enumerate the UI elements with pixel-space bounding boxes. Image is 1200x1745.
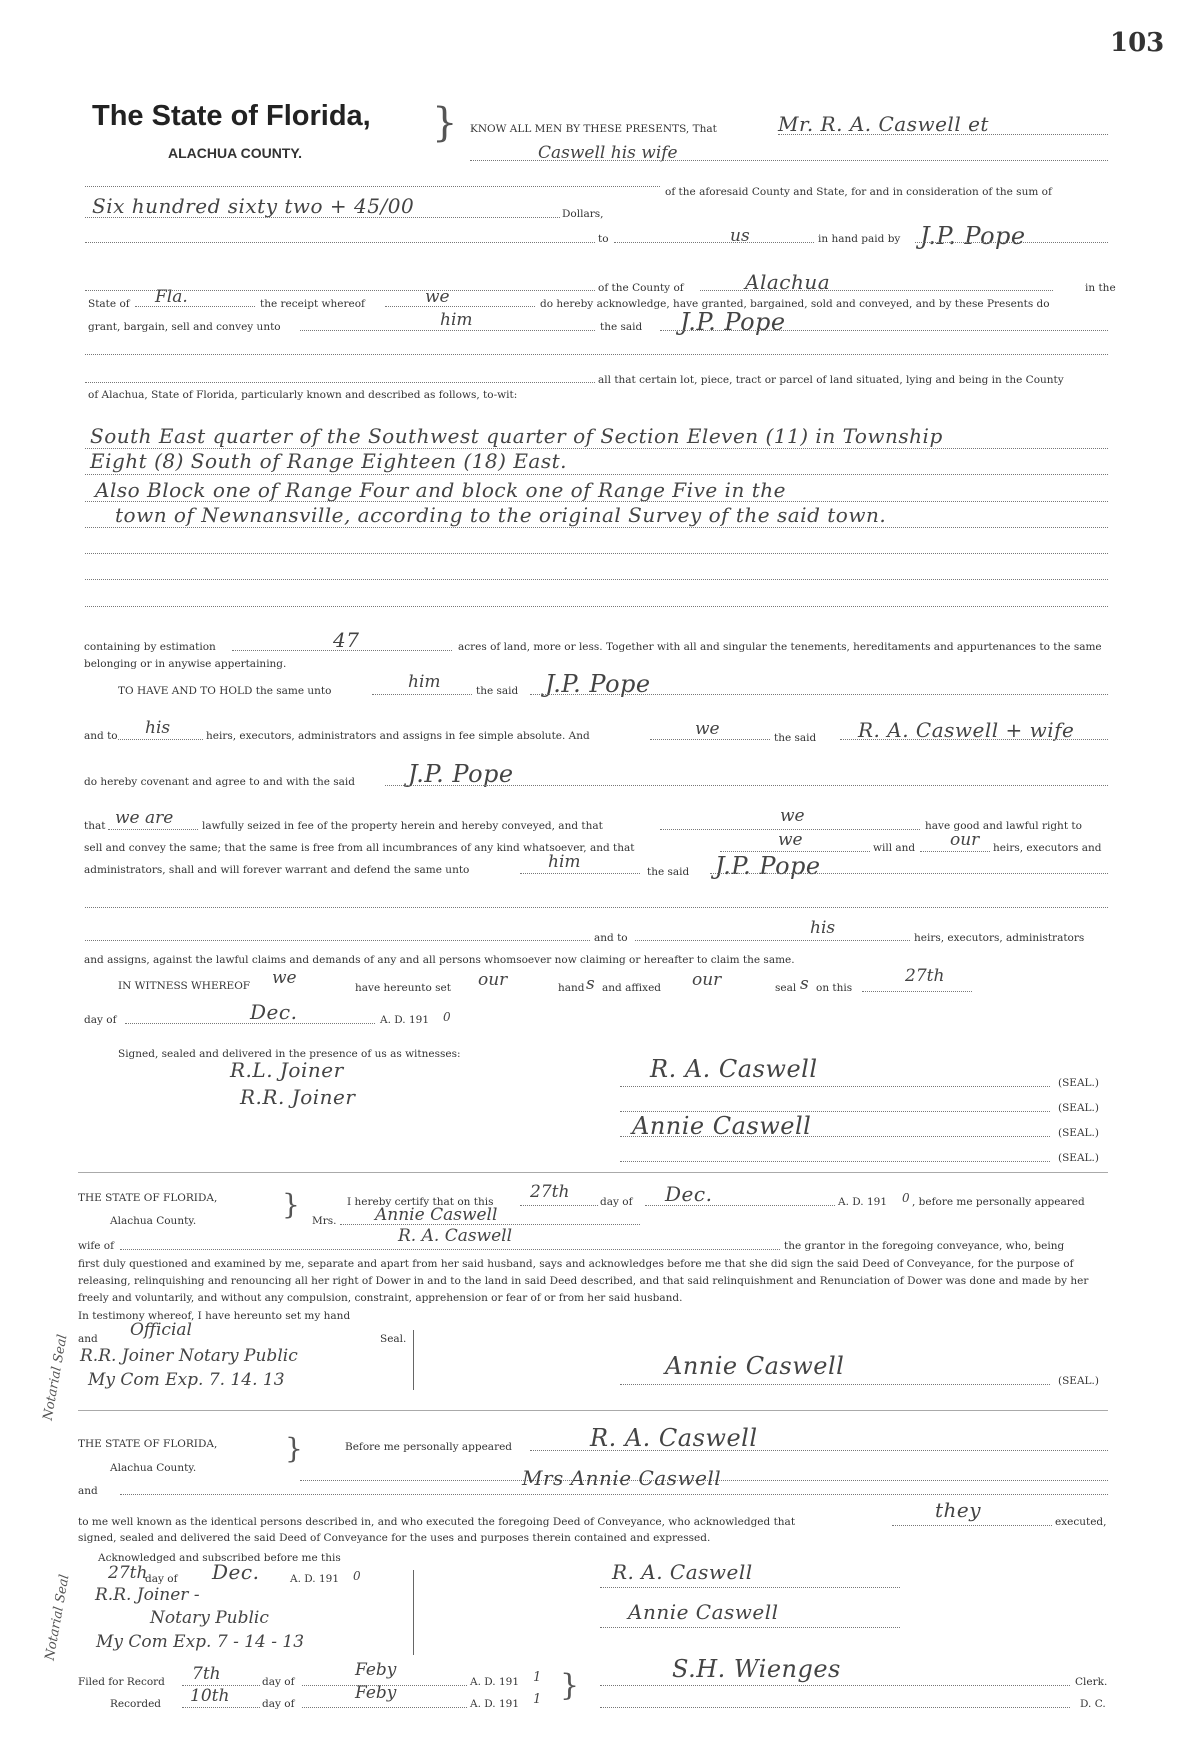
affixed-label: and affixed: [602, 982, 662, 994]
seal-label-1: (SEAL.): [1058, 1077, 1099, 1089]
ack-ad-label: A. D. 191: [290, 1573, 340, 1585]
acres-text: acres of land, more or less. Together with all and singular the tenements, hereditaments and appurtenances to the same: [458, 641, 1102, 653]
state-handwriting: Fla.: [155, 287, 188, 307]
to-label: to: [598, 233, 609, 245]
to-handwriting: us: [730, 226, 750, 246]
ack-day-of-label: day of: [145, 1573, 178, 1585]
dower-brace: }: [282, 1188, 300, 1221]
paid-by-handwriting: J.P. Pope: [920, 222, 1026, 250]
state-of-label: State of: [88, 298, 130, 310]
dower-certify-text: I hereby certify that on this: [347, 1196, 494, 1208]
clerk-label: Clerk.: [1075, 1676, 1108, 1688]
filed-day-of-label: day of: [262, 1676, 295, 1688]
ack-month-handwriting: Dec.: [212, 1560, 260, 1584]
the-said-label-2: the said: [476, 685, 519, 697]
amount-handwriting: Six hundred sixty two + 45/00: [92, 194, 415, 218]
ack-state: THE STATE OF FLORIDA,: [78, 1438, 218, 1450]
dower-husband-handwriting: R. A. Caswell: [398, 1226, 513, 1246]
grantee-handwriting: J.P. Pope: [680, 308, 786, 336]
seal-label: seal: [775, 982, 797, 994]
description-line: town of Newnansville, according to the original Survey of the said town.: [115, 503, 887, 527]
set-handwriting: our: [478, 970, 508, 990]
acres-handwriting: 47: [333, 628, 360, 652]
of-county-label: of the County of: [598, 282, 684, 294]
receipt-label: the receipt whereof: [260, 298, 365, 310]
assigns-text: and assigns, against the lawful claims and demands of any and all persons whomsoever now claiming or hereafter to claim the same.: [84, 954, 795, 966]
aforesaid-text: of the aforesaid County and State, for and in consideration of the sum of: [665, 186, 1052, 198]
ack-year-handwriting: 0: [353, 1569, 361, 1583]
dower-testimony-text: In testimony whereof, I have hereunto set my hand: [78, 1310, 351, 1322]
containing-label: containing by estimation: [84, 641, 216, 653]
ack-day-handwriting: 27th: [108, 1563, 148, 1583]
signed-presence-text: Signed, sealed and delivered in the presence of us as witnesses:: [118, 1048, 461, 1060]
that-label: that: [84, 820, 106, 832]
witness-month-handwriting: Dec.: [250, 1000, 298, 1024]
ack-notary2-handwriting: Notary Public: [150, 1608, 269, 1628]
dower-notary-handwriting: R.R. Joiner Notary Public: [80, 1346, 298, 1366]
ack-bracket: [405, 1570, 414, 1655]
dower-month-handwriting: Dec.: [665, 1182, 713, 1206]
heirs-text: heirs, executors, administrators and assigns in fee simple absolute. And: [206, 730, 590, 742]
description-line: South East quarter of the Southwest quarter of Section Eleven (11) in Township: [90, 424, 943, 448]
in-the-label: in the: [1085, 282, 1116, 294]
witness-1-signature: R.L. Joiner: [230, 1058, 344, 1082]
county-handwriting: Alachua: [745, 270, 831, 294]
dc-label: D. C.: [1080, 1698, 1106, 1710]
filed-label: Filed for Record: [78, 1676, 165, 1688]
county-heading: ALACHUA COUNTY.: [168, 145, 303, 161]
filing-brace: }: [560, 1668, 580, 1703]
rec-day-handwriting: 10th: [190, 1686, 230, 1706]
rec-month-handwriting: Feby: [355, 1683, 397, 1703]
in-witness-text: IN WITNESS WHEREOF: [118, 980, 251, 992]
description-line: Eight (8) South of Range Eighteen (18) East.: [90, 449, 567, 473]
dower-seal-label-2: (SEAL.): [1058, 1375, 1099, 1387]
and-to-label: and to: [84, 730, 118, 742]
and-to-handwriting-2: his: [810, 918, 836, 938]
unto-name-handwriting: J.P. Pope: [545, 670, 651, 698]
dower-before-me-text: , before me personally appeared: [912, 1196, 1085, 1208]
covenant-text: do hereby covenant and agree to and with the said: [84, 776, 356, 788]
hands-label: hand: [558, 982, 585, 994]
sell-convey-text: sell and convey the same; that the same is free from all incumbrances of any kind whatsoever, and that: [84, 842, 635, 854]
ad-label: A. D. 191: [380, 1014, 430, 1026]
ack-they-handwriting: they: [935, 1498, 982, 1522]
rec-ad-label: A. D. 191: [470, 1698, 520, 1710]
dower-state: THE STATE OF FLORIDA,: [78, 1192, 218, 1204]
dower-mrs-handwriting: Annie Caswell: [375, 1205, 498, 1225]
to-have-text: TO HAVE AND TO HOLD the same unto: [118, 685, 332, 697]
of-alachua-text: of Alachua, State of Florida, particularly known and described as follows, to-wit:: [88, 389, 518, 401]
clerk-signature: S.H. Wienges: [672, 1655, 841, 1683]
grantee-pronoun-hw: him: [440, 310, 473, 330]
ack-county: Alachua County.: [110, 1462, 197, 1474]
admins-name-handwriting: J.P. Pope: [715, 852, 821, 880]
grantor-signature-2: Annie Caswell: [632, 1112, 812, 1140]
dower-mrs-label: Mrs.: [312, 1215, 337, 1227]
admins-handwriting: him: [548, 852, 581, 872]
ack-person2-handwriting: Mrs Annie Caswell: [522, 1466, 722, 1490]
dower-county: Alachua County.: [110, 1215, 197, 1227]
dower-bracket: [405, 1330, 414, 1390]
the-said-label-3: the said: [774, 732, 817, 744]
and-to-handwriting: his: [145, 718, 171, 738]
document-title: The State of Florida,: [92, 100, 371, 132]
dower-ad-label: A. D. 191: [838, 1196, 888, 1208]
dower-notarial-stamp: Notarial Seal: [40, 1333, 71, 1422]
have-hereunto-label: have hereunto set: [355, 982, 451, 994]
the-said-label-4: the said: [647, 866, 690, 878]
admins-text: administrators, shall and will forever warrant and defend the same unto: [84, 864, 470, 876]
ack-signature-2: Annie Caswell: [628, 1600, 779, 1624]
dower-day-of-label: day of: [600, 1196, 633, 1208]
ack-notarial-stamp: Notarial Seal: [42, 1573, 73, 1662]
ack-before-text: Before me personally appeared: [345, 1441, 513, 1453]
ack-subscribed-text: Acknowledged and subscribed before me this: [98, 1552, 341, 1564]
all-that-text: all that certain lot, piece, tract or parcel of land situated, lying and being in the County: [598, 374, 1064, 386]
will-handwriting: our: [950, 830, 980, 850]
heirs-exec-text-2: heirs, executors, administrators: [914, 932, 1085, 944]
seal-label-3: (SEAL.): [1058, 1127, 1099, 1139]
the-said-label: the said: [600, 321, 643, 333]
dower-official-handwriting: Official: [130, 1320, 192, 1340]
heirs-exec-text: heirs, executors and: [993, 842, 1102, 854]
dower-seal-label: Seal.: [380, 1333, 407, 1345]
ack-notary-handwriting: R.R. Joiner -: [95, 1585, 200, 1605]
unto-handwriting: him: [408, 672, 441, 692]
dower-signature: Annie Caswell: [665, 1352, 845, 1380]
dower-day-handwriting: 27th: [530, 1182, 570, 1202]
seal-handwriting: s: [800, 974, 809, 994]
grantors-handwriting: R. A. Caswell + wife: [858, 718, 1075, 742]
in-witness-handwriting: we: [272, 968, 297, 988]
ack-commission-handwriting: My Com Exp. 7 - 14 - 13: [96, 1632, 305, 1652]
affixed-handwriting: our: [692, 970, 722, 990]
ack-person1-handwriting: R. A. Caswell: [590, 1424, 758, 1452]
sell-handwriting: we: [778, 830, 803, 850]
ack-signed-text: signed, sealed and delivered the said Deed of Conveyance for the uses and purposes therein contained and expressed.: [78, 1532, 711, 1544]
header-brace: }: [432, 100, 458, 146]
witness-2-signature: R.R. Joiner: [240, 1085, 356, 1109]
dower-commission-handwriting: My Com Exp. 7. 14. 13: [88, 1370, 285, 1390]
ack-known-text: to me well known as the identical persons described in, and who executed the foregoing Deed of Conveyance, who acknowledged that: [78, 1516, 796, 1528]
in-hand-paid-label: in hand paid by: [818, 233, 901, 245]
filed-year-handwriting: 1: [533, 1670, 542, 1685]
filed-month-handwriting: Feby: [355, 1660, 397, 1680]
witness-year-handwriting: 0: [443, 1010, 451, 1024]
grantor-signature-1: R. A. Caswell: [650, 1055, 818, 1083]
ack-executed-label: executed,: [1055, 1516, 1107, 1528]
have-good-text: have good and lawful right to: [925, 820, 1082, 832]
filed-ad-label: A. D. 191: [470, 1676, 520, 1688]
that-handwriting: we are: [115, 808, 174, 828]
dollars-label: Dollars,: [562, 208, 604, 220]
recorded-label: Recorded: [110, 1698, 161, 1710]
acknowledge-text: do hereby acknowledge, have granted, bargained, sold and conveyed, and by these Presents do: [540, 298, 1050, 310]
ack-and-label: and: [78, 1485, 98, 1497]
belonging-text: belonging or in anywise appertaining.: [84, 658, 287, 670]
seal-label-2: (SEAL.): [1058, 1102, 1099, 1114]
dower-grantor-text: the grantor in the foregoing conveyance, who, being: [784, 1240, 1065, 1252]
dower-body-text: first duly questioned and examined by me, separate and apart from her said husband, says and acknowledges before me that she did sign the said Deed of Conveyance, for the purpose of releasing, relinquishing and renouncing all her right of Dower in and to the land in said Deed described, and that said relinquishment and Renunciation of Dower was done and made by her freely and voluntarily, and without any compulsion, constraint, apprehension or fear of or from her said husband.: [78, 1258, 1089, 1304]
and-we-handwriting: we: [695, 719, 720, 739]
receipt-handwriting: we: [425, 287, 450, 307]
rec-day-of-label: day of: [262, 1698, 295, 1710]
page-number: 103: [1110, 28, 1165, 58]
and-to-label-2: and to: [594, 932, 628, 944]
dower-and-label: and: [78, 1333, 98, 1345]
on-this-label: on this: [816, 982, 853, 994]
witness-day-handwriting: 27th: [905, 966, 945, 986]
hands-handwriting: s: [586, 974, 595, 994]
grantor-handwriting: Mr. R. A. Caswell et: [778, 112, 989, 136]
know-all-text: KNOW ALL MEN BY THESE PRESENTS, That: [470, 123, 717, 135]
covenant-handwriting: J.P. Pope: [408, 760, 514, 788]
filed-day-handwriting: 7th: [192, 1664, 221, 1684]
ack-signature-1: R. A. Caswell: [612, 1560, 753, 1584]
rec-year-handwriting: 1: [533, 1692, 542, 1707]
ack-brace: }: [285, 1432, 303, 1465]
grantor-handwriting-2: Caswell his wife: [538, 143, 678, 163]
will-and-label: will and: [873, 842, 916, 854]
day-of-label: day of: [84, 1014, 117, 1026]
lawfully-handwriting: we: [780, 806, 805, 826]
description-line: Also Block one of Range Four and block one of Range Five in the: [95, 478, 786, 502]
seal-label-4: (SEAL.): [1058, 1152, 1099, 1164]
lawfully-text: lawfully seized in fee of the property herein and hereby conveyed, and that: [202, 820, 603, 832]
dower-wife-of-label: wife of: [78, 1240, 114, 1252]
dower-year-handwriting: 0: [902, 1191, 910, 1205]
grant-line-text: grant, bargain, sell and convey unto: [88, 321, 281, 333]
